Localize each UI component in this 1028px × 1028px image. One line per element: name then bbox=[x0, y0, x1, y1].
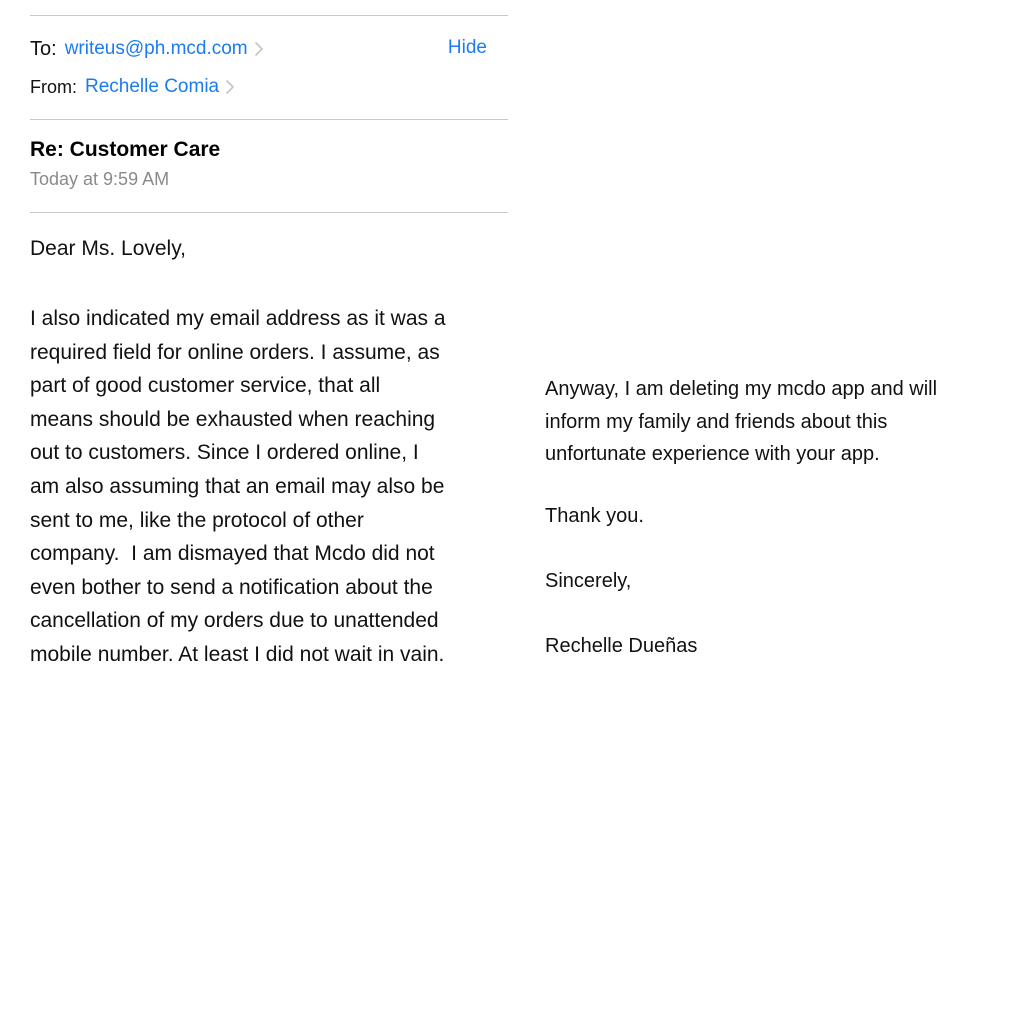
hide-details-link[interactable]: Hide bbox=[447, 37, 487, 58]
header-divider bbox=[30, 119, 508, 120]
body-line: Anyway, I am deleting my mcdo app and will bbox=[545, 378, 938, 400]
body-line: part of good customer service, that all bbox=[30, 374, 381, 398]
body-line: required field for online orders. I assume, as bbox=[30, 340, 440, 364]
email-subject: Re: Customer Care bbox=[30, 138, 221, 161]
email-timestamp: Today at 9:59 AM bbox=[30, 169, 170, 189]
body-line: mobile number. At least I did not wait in vain. bbox=[30, 642, 445, 666]
body-line: company. I am dismayed that Mcdo did not bbox=[30, 542, 435, 566]
chevron-right-icon[interactable] bbox=[254, 41, 264, 57]
email-greeting: Dear Ms. Lovely, bbox=[30, 237, 186, 260]
thanks-line: Thank you. bbox=[545, 505, 644, 527]
from-row bbox=[30, 73, 508, 101]
top-divider bbox=[30, 15, 508, 16]
to-address-link[interactable]: writeus@ph.mcd.com bbox=[64, 38, 248, 59]
body-line: even bother to send a notification about the bbox=[30, 575, 433, 599]
body-line: cancellation of my orders due to unattended bbox=[30, 609, 439, 633]
closing-line: Sincerely, bbox=[545, 570, 632, 592]
email-body bbox=[30, 302, 508, 672]
subject-divider bbox=[30, 212, 508, 213]
body-line: am also assuming that an email may also be bbox=[30, 474, 445, 498]
body-line: means should be exhausted when reaching bbox=[30, 407, 436, 431]
from-name-link[interactable]: Rechelle Comia bbox=[85, 76, 220, 97]
chevron-right-icon[interactable] bbox=[225, 79, 235, 95]
body-line: unfortunate experience with your app. bbox=[545, 443, 880, 465]
to-row bbox=[30, 34, 508, 64]
body-line: sent to me, like the protocol of other bbox=[30, 508, 364, 532]
to-label: To: bbox=[30, 37, 57, 60]
signature: Rechelle Dueñas bbox=[545, 635, 698, 657]
body-line: I also indicated my email address as it was a bbox=[30, 307, 446, 330]
body-line: out to customers. Since I ordered online, I bbox=[30, 441, 419, 465]
from-label: From: bbox=[30, 76, 77, 97]
continuation-paragraph bbox=[545, 373, 937, 471]
body-line: inform my family and friends about this bbox=[545, 410, 888, 433]
